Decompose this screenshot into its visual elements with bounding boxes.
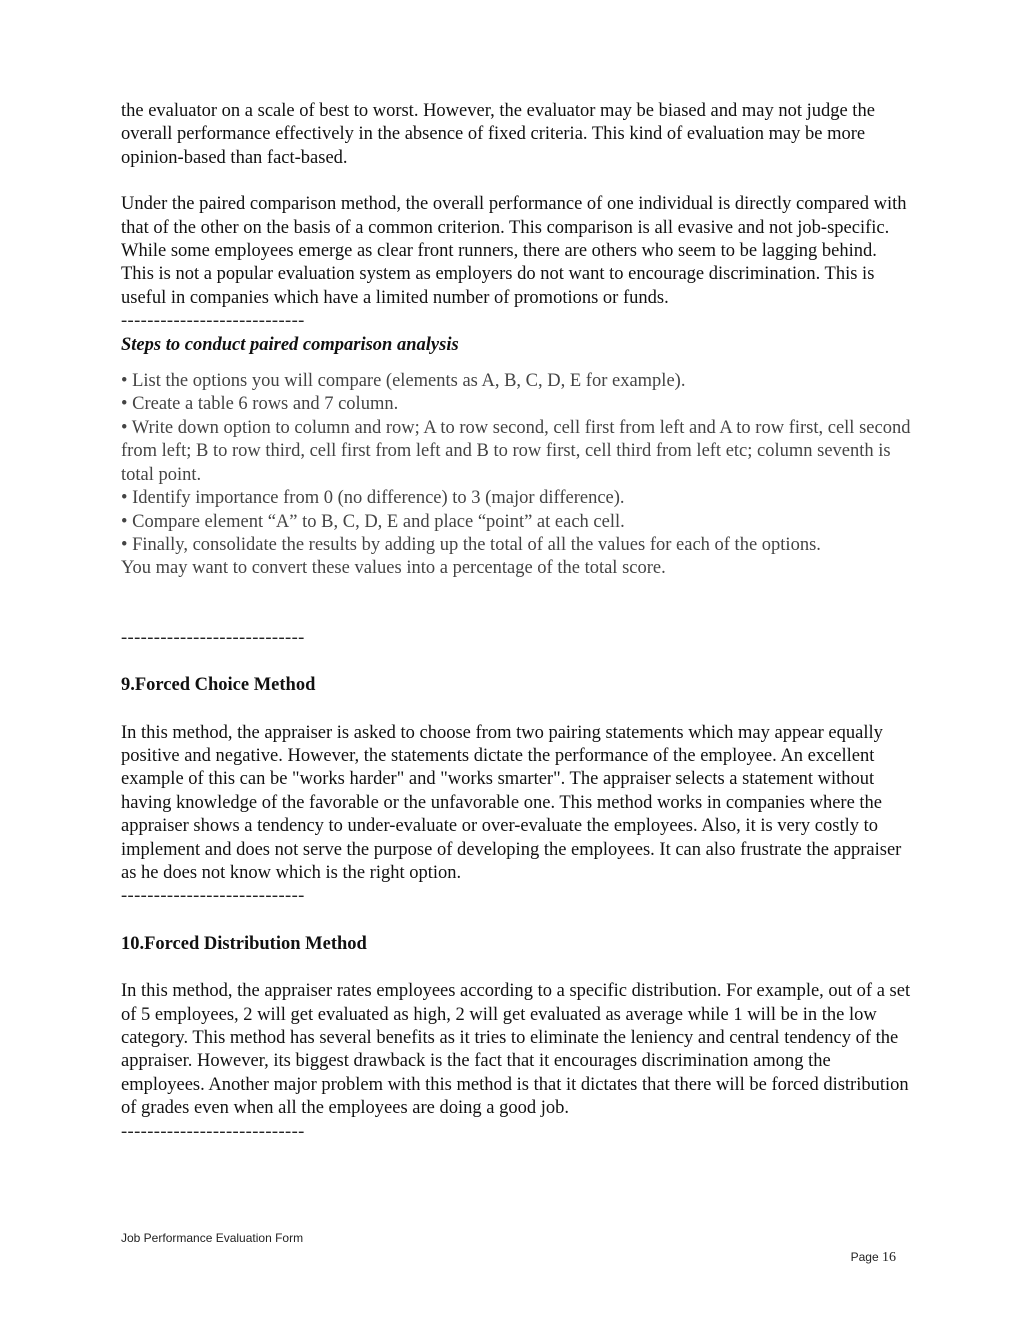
section-heading-forced-distribution: 10.Forced Distribution Method bbox=[121, 933, 367, 954]
list-item: • Create a table 6 rows and 7 column. bbox=[121, 394, 399, 415]
steps-list bbox=[121, 370, 911, 557]
steps-title: Steps to conduct paired comparison analysis bbox=[121, 334, 459, 355]
spacer bbox=[121, 909, 911, 933]
section-heading-forced-choice: 9.Forced Choice Method bbox=[121, 675, 316, 696]
page-number bbox=[851, 1250, 896, 1266]
section-divider: ---------------------------- bbox=[121, 1121, 305, 1142]
spacer bbox=[121, 581, 911, 627]
section-divider: ---------------------------- bbox=[121, 311, 305, 332]
spacer bbox=[121, 956, 911, 980]
spacer bbox=[121, 650, 911, 674]
page-label: Page bbox=[850, 1250, 879, 1264]
section-divider: ---------------------------- bbox=[121, 886, 305, 907]
list-item: • Write down option to column and row; A to row second, cell first from left and A to row first, cell second from left; B to row third, cell first from left and B to row first, cell third from left etc; column seventh is total point. bbox=[121, 417, 911, 485]
list-item: • Compare element “A” to B, C, D, E and place “point” at each cell. bbox=[121, 511, 625, 532]
spacer bbox=[121, 698, 911, 722]
list-item: • Finally, consolidate the results by adding up the total of all the values for each of the options. bbox=[121, 534, 821, 555]
document-body bbox=[121, 100, 911, 1144]
list-item: • List the options you will compare (elements as A, B, C, D, E for example). bbox=[121, 371, 686, 392]
spacer bbox=[121, 170, 911, 193]
forced-distribution-paragraph: In this method, the appraiser rates employees according to a specific distribution. For example, out of a set of 5 employees, 2 will get evaluated as high, 2 will get evaluated as average while 1 will be in the low category. This method has several benefits as it tries to eliminate the leniency and central tendency of the appraiser. However, its biggest drawback is the fact that it encourages discrimination among the employees. Another major problem with this method is that it dictates that there will be forced distribution of grades even when all the employees are doing a good job. bbox=[121, 981, 911, 1119]
steps-outro: You may want to convert these values into a percentage of the total score. bbox=[121, 558, 666, 579]
forced-choice-paragraph: In this method, the appraiser is asked to choose from two pairing statements which may appear equally positive and negative. However, the statements dictate the performance of the employee. An excellent example of this can be "works harder" and "works smarter". The appraiser selects a statement without having knowledge of the favorable or the unfavorable one. This method works in companies where the appraiser shows a tendency to under-evaluate or over-evaluate the employees. Also, it is very costly to implement and does not serve the purpose of developing the employees. It can also frustrate the appraiser as he does not know which is the right option. bbox=[121, 722, 902, 883]
paired-comparison-paragraph: Under the paired comparison method, the overall performance of one individual is directly compared with that of the other on the basis of a common criterion. This comparison is all evasive and not job-specific. While some employees emerge as clear front runners, there are others who seem to be lagging behind. This is not a popular evaluation system as employers do not want to encourage discrimination. This is useful in companies which have a limited number of promotions or funds. bbox=[121, 194, 907, 308]
page-number-value: 16 bbox=[882, 1250, 896, 1265]
intro-paragraph: the evaluator on a scale of best to worst. However, the evaluator may be biased and may not judge the overall performance effectively in the absence of fixed criteria. This kind of evaluation may be more opinion-based than fact-based. bbox=[121, 101, 875, 168]
section-divider: ---------------------------- bbox=[121, 627, 305, 648]
footer-title: Job Performance Evaluation Form bbox=[121, 1231, 304, 1245]
list-item: • Identify importance from 0 (no difference) to 3 (major difference). bbox=[121, 488, 625, 509]
